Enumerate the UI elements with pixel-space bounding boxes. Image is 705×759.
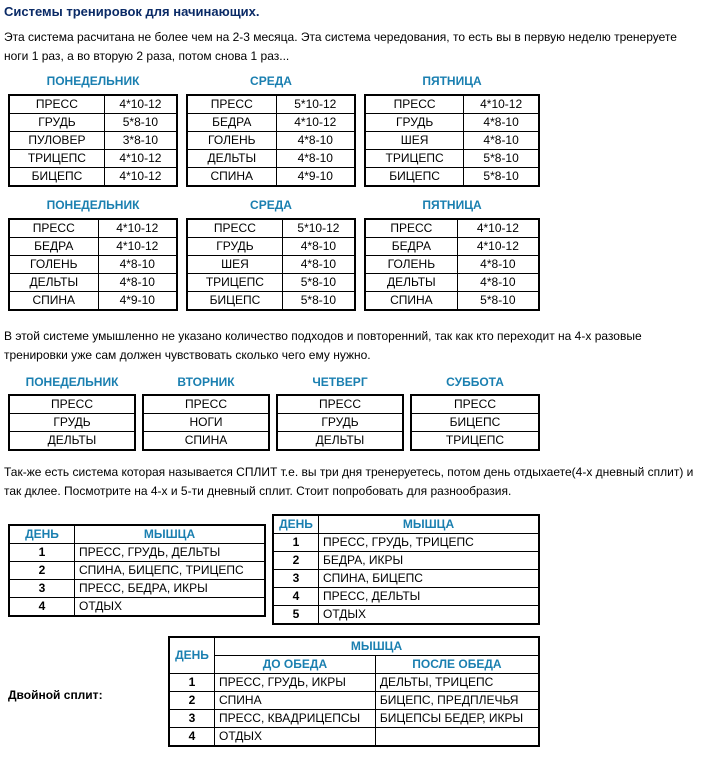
table-row [187,168,355,187]
table-row [277,414,403,432]
table-cell: ПРЕСС [365,95,464,114]
table-row [9,562,265,580]
table-row [365,150,539,168]
table-cell: СПИНА [143,432,269,451]
table-cell: ПРЕСС [9,395,135,414]
table-row [9,150,177,168]
table-cell: ГОЛЕНЬ [365,256,457,274]
table-row [277,432,403,451]
table-cell: ПРЕСС, ГРУДЬ, ТРИЦЕПС [319,534,540,552]
table-row [365,292,539,311]
table-cell: БЕДРА [187,114,276,132]
table-cell: 4*8-10 [464,114,539,132]
table-row [187,114,355,132]
table-row [187,238,355,256]
table-row [273,534,539,552]
table-cell: БИЦЕПС [411,414,539,432]
table-row [9,219,177,238]
table-cell: ПРЕСС, ГРУДЬ, ИКРЫ [215,674,376,692]
split5-table [272,514,540,625]
four-day-table-tuesday [142,394,270,451]
split4-table [8,524,266,617]
double-split-header-before: ДО ОБЕДА [215,656,376,674]
table-row [187,256,355,274]
table-row [273,606,539,625]
week2-table-wednesday [186,218,356,311]
table-cell: 3*8-10 [104,132,177,150]
table-row [169,728,539,747]
table-cell: ПРЕСС, БЕДРА, ИКРЫ [75,580,266,598]
table-cell: НОГИ [143,414,269,432]
table-row [273,552,539,570]
table-row [9,292,177,311]
week2-table-friday [364,218,540,311]
page-title: Системы тренировок для начинающих. [4,4,260,19]
table-row [187,132,355,150]
double-split-header-day: ДЕНЬ [169,637,215,674]
table-cell: 5*8-10 [282,274,355,292]
table-cell: 5*8-10 [464,150,539,168]
table-cell: 4*9-10 [98,292,177,311]
week1-day-header: СРЕДА [250,74,292,88]
table-cell: 5*8-10 [457,292,539,311]
table-cell: 4*8-10 [276,132,355,150]
table-cell: ПРЕСС [411,395,539,414]
table-row [9,544,265,562]
four-day-table-thursday [276,394,404,451]
table-cell: 5*8-10 [104,114,177,132]
split5-header-muscle: МЫШЦА [319,515,540,534]
table-cell: 4*8-10 [98,274,177,292]
table-cell: ОТДЫХ [215,728,376,747]
table-cell: 4*8-10 [98,256,177,274]
table-cell: 5*10-12 [282,219,355,238]
table-row [273,570,539,588]
table-cell: 4*8-10 [282,238,355,256]
table-cell: БИЦЕПС [365,168,464,187]
split-paragraph: Так-же есть система которая называется СПЛИТ т.е. вы три дня тренеруетесь, потом день отдыхаете(4-х дневный сплит) и так дклее. Посмотрите на 4-х и 5-ти дневный сплит. Стоит попробовать для разнообразия. [4,465,694,498]
table-cell: ПРЕСС [187,95,276,114]
table-cell: ТРИЦЕПС [9,150,104,168]
table-cell: ГРУДЬ [365,114,464,132]
table-row [365,168,539,187]
table-cell: ГОЛЕНЬ [9,256,98,274]
table-row [143,395,269,414]
table-cell: ПРЕСС [9,219,98,238]
table-row [143,414,269,432]
table-row [169,674,539,692]
table-cell: БИЦЕПС, ПРЕДПЛЕЧЬЯ [375,692,539,710]
table-cell: СПИНА, БИЦЕПС [319,570,540,588]
split4-header-muscle: МЫШЦА [75,525,266,544]
table-cell: ОТДЫХ [75,598,266,617]
table-cell: 4*8-10 [457,274,539,292]
week1-table-friday [364,94,540,187]
table-row [9,274,177,292]
table-cell: ПРЕСС [187,219,282,238]
table-cell: БИЦЕПС [9,168,104,187]
week2-table-monday [8,218,178,311]
table-row [187,274,355,292]
table-row [187,150,355,168]
table-cell: СПИНА, БИЦЕПС, ТРИЦЕПС [75,562,266,580]
table-cell: ДЕЛЬТЫ [365,274,457,292]
table-row [411,432,539,451]
table-cell: 1 [169,674,215,692]
table-row [365,95,539,114]
week2-day-header: ПЯТНИЦА [422,198,482,212]
table-cell: ШЕЯ [365,132,464,150]
week1-table-wednesday [186,94,356,187]
table-cell: 1 [9,544,75,562]
split4-header-day: ДЕНЬ [9,525,75,544]
table-cell: БЕДРА, ИКРЫ [319,552,540,570]
table-cell: 4*8-10 [282,256,355,274]
table-row [9,432,135,451]
table-cell: 3 [9,580,75,598]
table-row [365,238,539,256]
table-row [9,414,135,432]
intro-paragraph: Эта система расчитана не более чем на 2-3 месяца. Эта система чередования, то есть вы в первую неделю тренеруете ноги 1 раз, а во вторую 2 раза, потом снова 1 раз... [4,30,677,63]
table-cell: 4*8-10 [464,132,539,150]
table-cell: 4*9-10 [276,168,355,187]
table-cell: 4*10-12 [457,238,539,256]
four-day-header: СУББОТА [446,375,504,389]
table-row [9,598,265,617]
table-cell: ПРЕСС, ГРУДЬ, ДЕЛЬТЫ [75,544,266,562]
table-cell: 4*10-12 [104,95,177,114]
table-row [169,710,539,728]
table-row [365,132,539,150]
table-cell: ПРЕСС [9,95,104,114]
table-cell: ТРИЦЕПС [187,274,282,292]
table-row [9,256,177,274]
table-cell: 5*10-12 [276,95,355,114]
table-cell: 2 [273,552,319,570]
table-cell: 4*10-12 [98,238,177,256]
table-cell: ПРЕСС, ДЕЛЬТЫ [319,588,540,606]
table-cell: 2 [9,562,75,580]
table-row [169,637,539,656]
table-cell: ПРЕСС [277,395,403,414]
split5-header-day: ДЕНЬ [273,515,319,534]
table-row [365,219,539,238]
table-cell: 4*10-12 [98,219,177,238]
table-row [187,95,355,114]
table-cell: БЕДРА [365,238,457,256]
table-row [9,114,177,132]
table-row [143,432,269,451]
week2-day-header: ПОНЕДЕЛЬНИК [46,198,140,212]
table-cell: 5*8-10 [282,292,355,311]
table-cell: СПИНА [9,292,98,311]
week2-day-header: СРЕДА [250,198,292,212]
four-day-header: ВТОРНИК [177,375,235,389]
table-cell: 4*8-10 [276,150,355,168]
table-cell: ТРИЦЕПС [411,432,539,451]
table-cell: БИЦЕПСЫ БЕДЕР, ИКРЫ [375,710,539,728]
table-cell: ДЕЛЬТЫ [9,274,98,292]
table-cell: ДЕЛЬТЫ [187,150,276,168]
table-cell: ПРЕСС [143,395,269,414]
table-cell: ГОЛЕНЬ [187,132,276,150]
double-split-header-muscle: МЫШЦА [215,637,540,656]
table-row [411,395,539,414]
table-row [9,132,177,150]
table-cell: 4*10-12 [276,114,355,132]
table-row [411,414,539,432]
table-cell: ПРЕСС, КВАДРИЦЕПСЫ [215,710,376,728]
table-row [277,395,403,414]
week1-day-header: ПЯТНИЦА [422,74,482,88]
table-cell: СПИНА [187,168,276,187]
table-cell: БЕДРА [9,238,98,256]
table-cell: 4 [9,598,75,617]
table-row [273,515,539,534]
double-split-header-after: ПОСЛЕ ОБЕДА [375,656,539,674]
table-cell: 4 [273,588,319,606]
table-row [9,238,177,256]
table-cell: СПИНА [365,292,457,311]
table-cell: 3 [273,570,319,588]
table-cell: ПРЕСС [365,219,457,238]
table-row [9,580,265,598]
table-cell: ШЕЯ [187,256,282,274]
table-row [169,656,539,674]
table-row [169,692,539,710]
table-cell: 4*10-12 [457,219,539,238]
four-day-table-saturday [410,394,540,451]
table-cell: ТРИЦЕПС [365,150,464,168]
table-row [187,292,355,311]
table-row [9,168,177,187]
table-cell: ПУЛОВЕР [9,132,104,150]
table-cell: ДЕЛЬТЫ [9,432,135,451]
table-row [9,95,177,114]
table-cell: ГРУДЬ [187,238,282,256]
table-cell: ДЕЛЬТЫ [277,432,403,451]
table-cell: 5 [273,606,319,625]
double-split-table [168,636,540,747]
four-day-table-monday [8,394,136,451]
table-row [9,525,265,544]
table-cell: БИЦЕПС [187,292,282,311]
table-row [187,219,355,238]
double-split-label: Двойной сплит: [8,688,103,702]
four-day-header: ЧЕТВЕРГ [312,375,368,389]
table-cell: 4 [169,728,215,747]
table-cell: 1 [273,534,319,552]
table-cell: 4*10-12 [104,150,177,168]
week1-table-monday [8,94,178,187]
table-cell: ГРУДЬ [9,114,104,132]
table-cell: ОТДЫХ [319,606,540,625]
table-cell: 2 [169,692,215,710]
week1-day-header: ПОНЕДЕЛЬНИК [46,74,140,88]
table-row [9,395,135,414]
table-cell: ДЕЛЬТЫ, ТРИЦЕПС [375,674,539,692]
table-cell: 4*8-10 [457,256,539,274]
four-day-paragraph: В этой системе умышленно не указано количество подходов и повторенний, так как кто переходит на 4-х разовые тренировки уже сам должен чувствовать сколько чего ему нужно. [4,329,642,362]
table-row [365,114,539,132]
table-cell: 3 [169,710,215,728]
four-day-header: ПОНЕДЕЛЬНИК [25,375,119,389]
table-row [365,274,539,292]
table-row [365,256,539,274]
table-cell: 4*10-12 [464,95,539,114]
table-row [273,588,539,606]
table-cell: 4*10-12 [104,168,177,187]
table-cell: 5*8-10 [464,168,539,187]
table-cell: ГРУДЬ [277,414,403,432]
table-cell: ГРУДЬ [9,414,135,432]
table-cell: СПИНА [215,692,376,710]
table-cell [375,728,539,747]
